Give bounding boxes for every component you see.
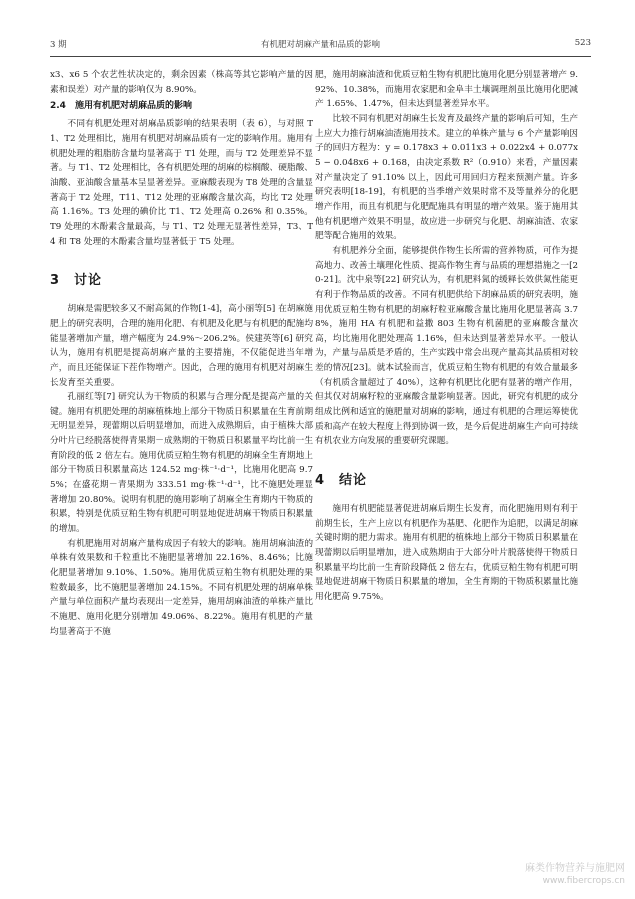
watermark-title: 麻类作物营养与施肥网 bbox=[525, 863, 625, 874]
section-title: 讨论 bbox=[74, 273, 103, 289]
watermark bbox=[525, 863, 625, 887]
section-number: 3 bbox=[50, 273, 61, 289]
paragraph-conclusion: 施用有机肥能显著促进胡麻后期生长发育，而化肥施用则有利于前期生长，生产上应以有机肥作为基肥、化肥作为追肥，以满足胡麻关键时期的肥力需求。施用有机肥的植株地上部分干物质日积累量在现蕾期以后明显增加，进入成熟期由于大部分叶片脱落使得干物质日积累量平均比前一生育阶段降低 2 倍左右，优质豆粕生物有机肥可明显地促进胡麻干物质日积累量的增加，全生育期的干物质积累量比施用化肥高 9.75%。 bbox=[315, 504, 578, 602]
paragraph-discussion-3: 有机肥施用对胡麻产量构成因子有较大的影响。施用胡麻油渣的单株有效果数和千粒重比不施肥显著增加 22.16%、8.46%；比施化肥显著增加 9.10%、1.50%。施用优质豆粕生物有机肥处理的果粒数最多，比不施肥显著增加 24.15%。不同有机肥处理的胡麻单株产量与单位面积产量均表现出一定差异，施用胡麻油渣的单株产量比不施肥、施用化肥分别增加 49.06%、8.22%。施用有机肥的产量均显著高于不施 bbox=[50, 538, 313, 637]
left-column bbox=[50, 68, 313, 639]
paragraph-continuation: x3、x6 5 个农艺性状决定的，剩余因素（株高等其它影响产量的因素和误差）对产量的影响仅为 8.90%。 bbox=[50, 70, 313, 95]
paragraph-quality-results: 不同有机肥处理对胡麻品质影响的结果表明（表 6），与对照 T1、T2 处理相比，施用有机肥对胡麻品质有一定的影响作用。施用有机肥处理的粗脂肪含量均显著高于 T1 处理，而与 T2 处理差异不显著。与 T1、T2 处理相比，各有机肥处理的胡麻的棕榈酸、硬脂酸、油酸、亚油酸含量基本呈显著差异。亚麻酸表现为 T8 处理的含量显著高于 T2 处理，T11、T12 处理的亚麻酸含量次高，均比 T2 处理高 1.16%。T3 处理的碘价比 T1、T2 处理高 0.26% 和 0.35%。T9 处理的木酚素含量最高，与 T1、T2 处理无显著性差异，T3、T4 和 T8 处理的木酚素含量均显著低于 T5 处理。 bbox=[50, 119, 313, 247]
section-heading-discussion bbox=[50, 269, 313, 288]
paragraph-continuation-right: 肥，施用胡麻油渣和优质豆粕生物有机肥比施用化肥分别显著增产 9.92%、10.38%，而施用农家肥和金阜丰土壤调理剂虽比施用化肥减产 1.65%、1.47%，但未达到显著差异水平。 bbox=[315, 70, 578, 110]
section-heading-conclusion bbox=[315, 469, 578, 488]
subsection-heading: 2.4 施用有机肥对胡麻品质的影响 bbox=[50, 101, 192, 112]
watermark-url: www.fibercrops.cn bbox=[542, 876, 625, 886]
header-rule bbox=[50, 56, 591, 57]
paragraph-nutrients: 有机肥养分全面，能够提供作物生长所需的营养物质，可作为提高地力、改善土壤理化性质、提高作物生育与品质的理想措施之一[20-21]。沈中泉等[22] 研究认为，有机肥料氮的缓释长效供氮性能更有利于作物品质的改善。不同有机肥供给下胡麻品质的研究表明，施用优质豆粕生物有机肥的胡麻籽粒亚麻酸含量比施用化肥显著高 3.78%，施用 HA 有机肥和益撒 803 生物有机菌肥的亚麻酸含量次高，均比施用化肥处理高 1.16%，但未达到显著差异水平。一般认为，产量与品质是矛盾的，生产实践中常会出现产量高其品质相对较差的情况[23]。就本试验而言，优质豆粕生物有机肥的有效合量最多（有机质含量超过了 40%），这种有机肥比化肥有显著的增产作用，但其仅对胡麻籽粒的亚麻酸含量影响显著。因此，研究有机肥的成分组成比例和适宜的施肥量对胡麻的影响，通过有机肥的合理运筹使优质和高产在较大程度上得到协调一致，是今后促进胡麻生产向可持续有机农业方向发展的重要研究课题。 bbox=[315, 245, 578, 447]
section-number: 4 bbox=[315, 473, 326, 489]
paragraph-regression: 比较不同有机肥对胡麻生长发育及最终产量的影响后可知，生产上应大力推行胡麻油渣施用技术。建立的单株产量与 6 个产量影响因子的回归方程为：y = 0.178x3 + 0.011x3 + 0.022x4 + 0.077x5 − 0.048x6 + 0.168，由决定系数 R²（0.910）来看，产量因素对产量决定了 91.10% 以上，因此可用回归方程来预测产量。许多研究表明[18-19]，有机肥的当季增产效果时常不及等量养分的化肥增产作用，而且有机肥与化肥配施具有明显的增产效果。鉴于施用其他有机肥增产效果不明显，故应进一步研究与化肥、胡麻油渣、农家肥等配合施用的效果。 bbox=[315, 113, 578, 242]
issue-label: 3 期 bbox=[50, 40, 67, 50]
page-number: 523 bbox=[574, 38, 591, 48]
paragraph-discussion-1: 胡麻是需肥较多又不耐高氮的作物[1-4]，高小丽等[5] 在胡麻施肥上的研究表明，合理的施用化肥、有机肥及化肥与有机肥的配施均能显著增加产量，增产幅度为 24.9%～206.2%。侯建英等[6] 研究认为，施用有机肥是提高胡麻产量的主要措施，不仅能促进当年增产，而且还能保证下茬作物增产。因此，合理的施用有机肥对胡麻生长发育至关重要。 bbox=[50, 304, 313, 388]
running-title: 有机肥对胡麻产量和品质的影响 bbox=[260, 40, 380, 50]
paragraph-discussion-2: 孔丽红等[7] 研究认为干物质的积累与合理分配是提高产量的关键。施用有机肥处理的胡麻植株地上部分干物质日积累量在生育前期无明显差异，现蕾期以后明显增加，而进入成熟期后，由于植株大部分叶片已经脱落使得青果期－成熟期的干物质日积累量平均比前一生育阶段的低 2 倍左右。施用优质豆粕生物有机肥的胡麻全生育期地上部分干物质日积累量高达 124.52 mg·株⁻¹·d⁻¹，比施用化肥高 9.75%；在盛花期－青果期为 333.51 mg·株⁻¹·d⁻¹，比不施肥处理显著增加 20.80%。说明有机肥的施用影响了胡麻全生育期内干物质的积累，特别是优质豆粕生物有机肥可明显地促进胡麻干物质日积累量的增加。 bbox=[50, 392, 313, 535]
running-header bbox=[50, 38, 591, 54]
section-title: 结论 bbox=[339, 473, 368, 489]
right-column bbox=[315, 68, 578, 605]
